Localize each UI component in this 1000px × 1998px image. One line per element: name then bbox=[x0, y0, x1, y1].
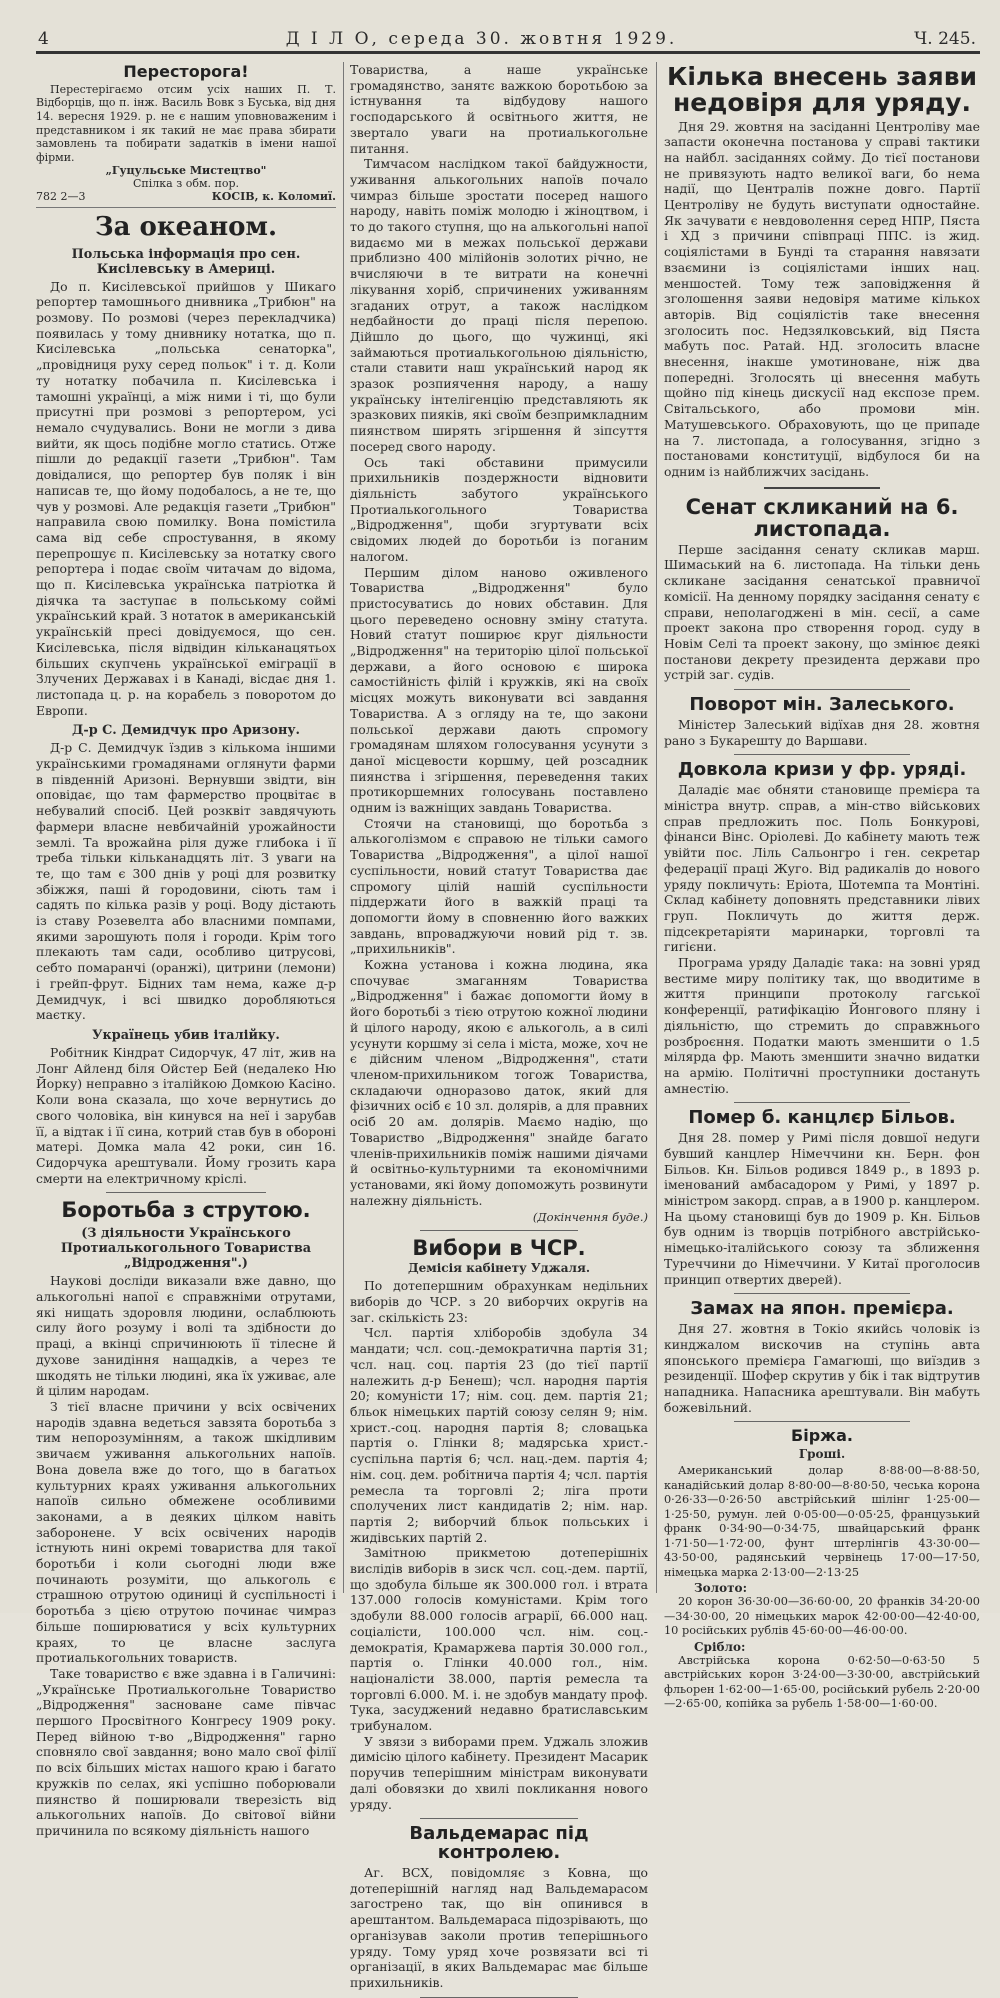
gold-rates: 20 корон 36·30·00—36·60·00, 20 франків 34·20·00—34·30·00, 20 німецьких марок 42·00·00—42·40·00, 10 російських рублів 45·60·00—46·00·00. bbox=[664, 1595, 980, 1638]
article-paragraph: Чсл. партія хліборобів здобула 34 мандати; чсл. соц.-демократична партія 31; чсл. нац. соц. партія 23 (до тієї партії належить д-р Бенеш); чсл. народня партія 20; комуністи 17; нім. соц. дем. партія 21; бльок німецьких партій союзу селян 9; нім. христ.-соц. народня партія 8; словацька партія о. Глінки 8; мадярська христ.-суспільна партія 6; чсл. нац.-дем. партія 4; нім. соц. дем. робітнича партія 4; чсл. партія ремесла та торговлі 2; ліга проти сполучених лист кандидатів 2; нім. нар. партія 2; виборчий бльок польських і жидівських партій 2. bbox=[350, 1325, 648, 1545]
article-title-france: Довкола кризи у фр. уряді. bbox=[677, 759, 967, 781]
article-paragraph: Міністер Залеський відїхав дня 28. жовтня рано з Букарешту до Варшави. bbox=[664, 716, 980, 748]
article-title-noconfidence: Кілька внесень заяви недовіря для уряду. bbox=[666, 62, 978, 118]
article-paragraph: Аг. ВСХ, повідомляє з Ковна, що дотеперішній нагляд над Вальдемарасом загострено так, що він опинився в арештантом. Вальдемараса підозрівають, що організував заколи против теперішнього уряду. Тому уряд хоче розвязати всі ті організації, в яких Вальдемарас має більше прихильників. bbox=[350, 1865, 648, 1990]
article-title-elections: Вибори в ЧСР. bbox=[412, 1236, 586, 1261]
article-paragraph: До п. Кисілевської прийшов у Шикаго репортер тамошнього днивника „Трибюн" на розмову. По розмові (через перекладчика) появилась у тому днивнику нотатка, що п. Кисілевська „польська сенаторка", „провідниця руху серед польок" і т. д. Коли ту нотатку побачила п. Кисілевська і тамошні українці, а між ними і ті, що були присутні при розмові з репортером, усі немало счудувались. Вони не могли з дива вийти, як щось подібне могло статись. Отже пішли до редакції газети „Трибюн". Там довідалися, що репортер був поляк і він написав те, що йому подобалось, а не те, що чув у розмові. Але редакція газети „Трибюн" направила свою помилку. Вона помістила сама від себе спростування, в якому перепрошує п. Кисілевську за нотатку свого репортера і подає своїм читачам до відома, що п. Кисілевська українська патріотка й діячка та заступає в польському соймі український край. З нотаток в американській українській пресі довідуємося, що сен. Кисілевська, після відвідин кільканацятьох більших скупчень української еміграції в Злучених Державах і в Канаді, вісдає дня 1. листопада ц. р. на корабель з поворотом до Европи. bbox=[36, 278, 336, 718]
divider bbox=[764, 487, 880, 489]
warning-signature: „Гуцульське Мистецтво" bbox=[105, 164, 267, 178]
column-rule bbox=[343, 62, 344, 1593]
article-paragraph: Робітник Кіндрат Сидорчук, 47 літ, жив на Лонг Айленд біля Ойстер Бей (недалеко Ню Йорку) неправно з італійкою Домкою Касіно. Коли вона сказала, що хоче вернутись до свого чоловіка, він кинувся на неї і зарубав її, а відтак і її сина, котрий став був в обороні матері. Домка мала 42 роки, син 16. Сидорчука арештували. Йому грозить кара смерти на електричному кріслі. bbox=[36, 1045, 336, 1186]
issue-number: Ч. 245. bbox=[914, 29, 976, 49]
article-paragraph: Стоячи на становищі, що боротьба з алькоголізмом є справою не тільки самого Товариства „Відродження", а цілої нашої суспільности, новий статут Товариства дає спромогу цілій нашій суспільности піддержати його в важкій праці та допомогти йому в сповненню його важких завдань, впроваджуючи новий рід т. зв. „прихильників". bbox=[350, 815, 648, 957]
article-paragraph: Дня 28. помер у Римі після довшої недуги бувший канцлер Німеччини кн. Берн. фон Більов. Кн. Більов родився 1849 р., в 1893 р. іменований амбасадором у Римі, у 1897 р. міністром закорд. справ, а в 1900 р. канцлером. На цьому становищі був до 1909 р. Кн. Більов був одним із творців потрібного австрійсько-німецько-італійського союзу та зближення Туреччини до Німеччини. У Китаї проголосив принцип отвертих дверей). bbox=[664, 1130, 980, 1287]
warning-footer bbox=[36, 190, 336, 203]
article-title-valdemaras: Вальдемарас під контролею. bbox=[409, 1823, 589, 1864]
article-title-japan: Замах на япон. премієра. bbox=[690, 1298, 954, 1320]
article-title-zaleski: Поворот мін. Залеського. bbox=[689, 694, 955, 716]
to-be-continued: (Докінчення буде.) bbox=[532, 1210, 648, 1225]
divider bbox=[106, 1192, 266, 1193]
stock-exchange-title: Біржа. bbox=[791, 1426, 853, 1446]
divider bbox=[734, 1102, 910, 1103]
article-paragraph: Даладіє має обняти становище премієра та міністра внутр. справ, а мін-ство військових справ предложить пос. Поль Бонкурові, фінанси Вінс. Оріолеві. До кабінету мають теж увійти пос. Ліль Сальонгро і ген. секретар федерації праці Жуго. Від радикалів до нового уряду покличуть: Еріота, Шотемпа та Монтіні. Склад кабінету доповнять представники лівих груп. Покличуть до життя держ. підсекретаріяти маринарки, торговлі та гигієни. bbox=[664, 782, 980, 955]
column-middle bbox=[350, 62, 648, 1990]
gold-heading: Золото: bbox=[694, 1581, 747, 1596]
article-paragraph: Тимчасом наслідком такої байдужности, уживання алькогольних напоїв почало чимраз більше зростати посеред нашого народу, навіть поміж молодю і жіноцтвом, і то до такого ступня, що на алькогольні напої видаємо ми в межах польської держави приблизно 400 мілійонів золотих річно, не вчисляючи в те витрати на конечні лікування хоріб, спричинених уживанням згаданих отрут, а також наслідком недбайности до праці після перепою. Дійшло до цього, що чужинці, які займаються протиалькогольною діяльністю, стали ставити наш український народ як зразок розпиячення народу, а нашу українську інтелігенцію представляють як зразкових пияків, які своїм безпримкладним пиянством ширять згіршення й зіпсуття посеред свого народу. bbox=[350, 156, 648, 454]
warning-place: КОСІВ, к. Коломиї. bbox=[211, 190, 336, 204]
article-paragraph: Програма уряду Даладіє така: на зовні уряд вестиме миру політику так, що вводитиме в життя принципи протоколу гагської конференції, ратифікацію Йонгового пляну і діяльністю, що стремить до справжнього розброєння. Податки мають зменшити о 1.5 мілярда фр. Мають зменшити значно видатки на армію. Політичні проступники достануть амнестію. bbox=[664, 955, 980, 1096]
page-number: 4 bbox=[38, 29, 49, 49]
divider bbox=[420, 1818, 578, 1819]
page-header bbox=[36, 28, 980, 54]
divider bbox=[734, 754, 910, 755]
article-paragraph: Ось такі обставини примусили прихильників поздержности відновити діяльність забутого українського Протиалькогольного Товариства „Відродження", щоби згуртувати всіх свідомих людей до боротьби із поганим налогом. bbox=[350, 454, 648, 564]
currency-rates: Американський долар 8·88·00—8·88·50, канадійський долар 8·80·00—8·80·50, чеська корона 0·26·33—0·26·50 австрійський шілінг 1·25·00—1·25·50, румун. лей 0·05·00—0·05·25, французький франк 0·34·90—0·34·75, швайцарський франк 1·71·50—1·72·00, фунт штерлінгів 43·30·00—43·50·00, радянський червінець 17·00—17·50, німецька марка 2·13·00—2·13·25 bbox=[664, 1464, 980, 1579]
article-paragraph: З тієї власне причини у всіх освічених народів здавна ведеться завзята боротьба з тим непорозумінням, а також шкідливим звичаєм уживання алькогольних напоїв. Вона довела вже до того, що в багатьох культурних краях уживання алькогольних напоїв сильно обмежене особливими законами, а в деяких цілком навіть заборонене. У всіх освічених народів істнують нині окремі товариства для такої боротьби і коли сьогодні люди вже починають розуміти, що алькоголь є страшною отрутою одиниці й суспільності і боротьба з цією отрутою починає чимраз більше поширюватися у всіх культурних краях, то це власне заслуга протиалькогольних товариств. bbox=[36, 1399, 336, 1666]
stock-exchange bbox=[664, 1428, 980, 1711]
warning-text: Перестерігаємо отсим усіх наших П. Т. Відборців, що п. інж. Василь Вовк з Буська, від дня 14. вересня 1929. р. не є нашим уповноваженим і представником і як такий не має права збирати замовлень та побирати задатків в імени нашої фірми. bbox=[36, 82, 336, 164]
article-paragraph: Товариства, а наше українське громадянство, занятє важкою боротьбою за істнування та відбудову нашого господарського й освітнього життя, не звертало уваги на протиалькогольне питання. bbox=[350, 62, 648, 156]
article-paragraph: Д-р С. Демидчук їздив з кількома іншими українськими громадянами оглянути фарми в південній Аризоні. Вернувши звідти, він оповідає, що там фармерство процвітає в небувалий спосіб. Цей розквіт завдячують фармери власне невбичайній урожайности землі. Та врожайна ріля дуже глибока і її треба тільки кільканадцять літ. З уваги на те, що там є 300 днів у році для розвитку збіжжя, паші й городовини, сіють там і садять по кілька разів у році. Воду дістають із ставу Розевелта або власними помпами, якими зарошують поля і городи. Крім того плекають там сади, особливо цитрусові, себто помаранчі (оранжі), цитрини (лемони) і грейп-фрут. Бідних там нема, каже д-р Демидчук, і всі швидко доробляються маєтку. bbox=[36, 740, 336, 1023]
article-paragraph: Першим ділом наново оживленого Товариства „Відродження" було пристосуватись до нових обставин. Для цього переведено основну зміну статута. Новий статут поширює круг діяльности „Відродження" на територію цілої польської держави, а його основою є широка самостійність філій і кружків, які на своїх місцях можуть виконувати всі завдання Товариства. А з огляду на те, що закони польської держави дають спромогу громадянам шляхом голосування усунути з даної місцевости коршму, цей розсадник пиянства і згіршення, переведення таких протикоршемних голосувань поставлено одним із важніщих завдань Товариства. bbox=[350, 564, 648, 816]
article-title-fight: Боротьба з струтою. bbox=[61, 1198, 311, 1223]
article-subheading: Д-р С. Демидчук про Аризону. bbox=[72, 723, 300, 739]
currency-heading: Гроші. bbox=[798, 1447, 846, 1462]
column-rule bbox=[656, 62, 657, 1593]
article-subtitle-ocean: Польська інформація про сен. Кисілевську в Америці. bbox=[71, 246, 301, 277]
article-paragraph: Замітною прикметою дотеперішніх вислідів виборів в зиск чсл. соц.-дем. партії, що здобула більше як 300.000 гол. і втрата 137.000 голосів комуністами. Крім того здобули 88.000 голосів аграрії, 66.000 нац. соціалісти, 100.000 чсл. нім. соц.-демократія, Крамаржева партія 30.000 гол., партія о. Глінки 40.000 гол., нім. націоналісти 38.000, партія ремесла та торговлі 6.000. М. і. не здобув мандату проф. Тука, засуджений недавно братиславським трибуналом. bbox=[350, 1545, 648, 1734]
article-paragraph: По дотепершним обрахункам недільних виборів до ЧСР. з 20 виборчих округів на заг. скількість 23: bbox=[350, 1278, 648, 1325]
article-paragraph: Кожна установа і кожна людина, яка спочуває змаганням Товариства „Відродження" і бажає допомогти йому в його боротьбі з тією отрутою кожної людини й цілого народу, якою є алькоголь, а в силі усунути коршму зі села і міста, може, хоч не є дійсним членом „Відродження", стати членом-прихильником тогож Товариства, складаючи одноразово даток, який для фізичних осіб є 10 зл. долярів, а для правних осіб 20 ам. долярів. Маємо надію, що Товариство „Відродження" знайде багато членів-прихильників поміж нашими діячами й освітньо-культурними та економічними установами, які йому допоможуть розвинути належну діяльність. bbox=[350, 957, 648, 1208]
column-left bbox=[36, 62, 336, 1838]
warning-ref: 782 2—3 bbox=[36, 190, 86, 204]
warning-ad bbox=[36, 64, 336, 208]
article-paragraph: Дня 29. жовтня на засіданні Центроліву мае запасти оконечна постанова у справі тактики на найбл. засіданнях сойму. До тієї постанови не привязують надто великої ваги, бо нема надії, що Централів пожне довго. Партії Центроліву не будуть виступати одностайне. Як зачувати є невдоволення серед НПР, Пяста і ХД з причини співпраці ППС. із жид. соціялістами в Бунді та старання навязати взаємини із соціялістами інших нац. меншостей. Тому теж заповідження й зголошення заяви недовіря матиме кількох авторів. Від соціялістів таке внесення зголосить пос. Недзялковський, від Пяста мабуть пос. Ратай. НД. зголосить власне внесення, інакше умотиноване, ніж два попередні. Зголосять ці внесення мабуть щойно під кінець дискусії над експозе прем. Світальського, або промови мін. Матушевського. Обраховують, що це припаде на 7. листопада, а голосування, згідно з постановами конституції, відбулося би на одним із найближчих засідань. bbox=[664, 118, 980, 479]
divider bbox=[734, 689, 910, 690]
article-paragraph: Дня 27. жовтня в Токіо якийсь чоловік із кинджалом вискочив на ступінь авта японського премієра Гамагюші, що виїздив з резиденції. Шофер скрутив у бік і так відтрутив нападника. Напасника арештували. Він мабуть божевільний. bbox=[664, 1321, 980, 1415]
masthead-date: Д І Л О, середа 30. жовтня 1929. bbox=[285, 29, 678, 49]
article-paragraph: Перше засідання сенату скликав марш. Шимаський на 6. листопада. На тільки день скликане засідання сенатської правничої комісії. На денному порядку засідання сенату є справи, неполагоджені в мін. сесії, а саме проект закона про створення город. суду в Новім Селі та проект закону, що змінює деякі постанови декрету президента держави про устрій заг. судів. bbox=[664, 541, 980, 683]
warning-coop: Спілка з обм. пор. bbox=[133, 177, 239, 191]
article-subtitle-elections: Демісія кабінету Уджаля. bbox=[407, 1261, 591, 1276]
divider bbox=[420, 1230, 578, 1231]
divider bbox=[734, 1421, 910, 1422]
article-title-ocean: За океаном. bbox=[94, 212, 278, 243]
silver-heading: Срібло: bbox=[694, 1639, 746, 1654]
divider bbox=[734, 1293, 910, 1294]
article-paragraph: Наукові досліди виказали вже давно, що алькогольні напої є справжніми отрутами, які нищать здоровля людини, ослаблюють силу його розуму і волі та здібности до праці, а вкінці спричинюють її тілесне й духове занидіння нащадків, а через те шкодять не тільки людині, яка їх уживає, але й цілим народам. bbox=[36, 1273, 336, 1399]
article-subheading: Українець убив італійку. bbox=[92, 1028, 280, 1043]
article-paragraph: У звязи з виборами прем. Уджаль зложив димісію цілого кабінету. Президент Масарик поручив теперішним міністрам виконувати далі обовязки до хвилі покликання нового уряду. bbox=[350, 1733, 648, 1812]
warning-title: Пересторога! bbox=[123, 62, 249, 81]
silver-rates: Австрійська корона 0·62·50—0·63·50 5 австрійських корон 3·24·00—3·30·00, австрійський фльорен 1·62·00—1·65·00, російський рубель 2·20·00—2·65·00, копійка за рубель 1·58·00—1·60·00. bbox=[664, 1653, 980, 1711]
column-right bbox=[664, 62, 980, 1711]
article-paragraph: Таке товариство є вже здавна і в Галичині: „Українське Протиалькогольне Товариство „Відродження" засноване саме півчас першого Просвітного Конгресу 1909 року. Перед війною т-во „Відродження" гарно сповняло свої завдання; воно мало свої філії по всіх більших містах нашого краю і багато кружків по селах, які успішно поборювали пиянство й поширювали тверезість від алькогольних напоїв. До світової війни причинила по всякому діяльність нашого bbox=[36, 1665, 336, 1838]
article-subtitle-fight: (З діяльности Українського Протиалькогольного Товариства „Відродження".) bbox=[60, 1226, 312, 1272]
article-title-bulow: Помер б. канцлєр Більов. bbox=[688, 1107, 956, 1129]
article-title-senate: Сенат скликаний на 6. листопада. bbox=[685, 494, 959, 541]
